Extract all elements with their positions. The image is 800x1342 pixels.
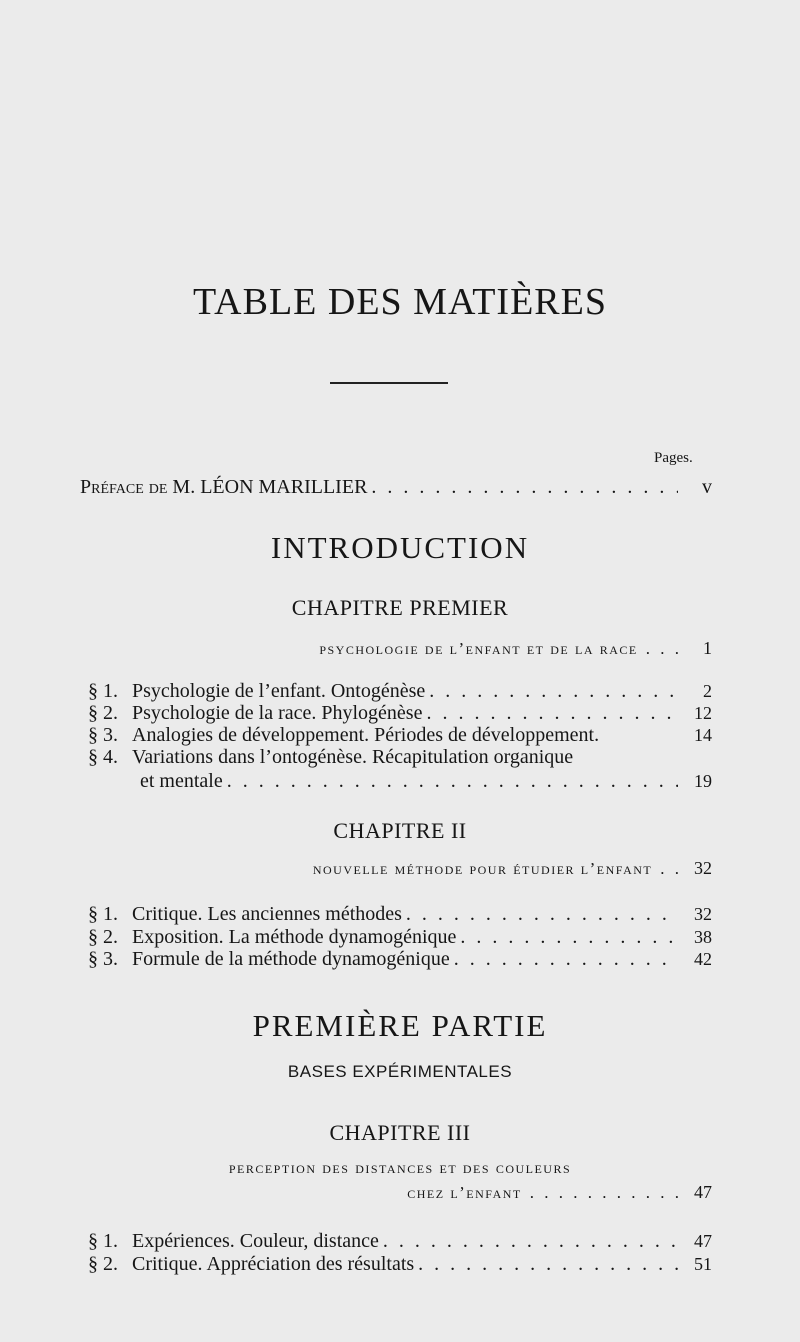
leader-dots [429,680,678,703]
chapter-3-title-entry [150,1182,712,1203]
section-page: 47 [694,1231,712,1251]
chapter-1-heading: CHAPITRE PREMIER [291,595,509,620]
section-entry [88,680,712,703]
chapter-1-page: 1 [703,638,712,658]
preface-page: v [702,476,712,498]
section-page: 32 [694,904,712,924]
section-entry [88,1230,712,1253]
section-entry [88,903,712,926]
leader-dots: . . . . . . . . . . . [529,1183,682,1202]
section-text: Variations dans l’ontogénèse. Récapitulation organique [132,746,574,768]
leader-dots [460,926,678,949]
section-number: § 1. [88,680,118,702]
section-number: § 1. [88,903,118,925]
section-entry [88,926,712,949]
chapter-3-title-line-1: perception des distances et des couleurs [228,1158,572,1177]
chapter-3-page: 47 [694,1182,712,1202]
section-page: 2 [703,681,712,701]
section-text: Formule de la méthode dynamogénique [132,948,450,970]
section-number: § 2. [88,702,118,724]
section-page: 38 [694,927,712,947]
leader-dots: . . [660,859,682,878]
chapter-3-heading: CHAPITRE III [329,1120,471,1145]
section-entry [88,948,712,971]
section-page: 14 [694,725,712,745]
section-text: et mentale [140,770,223,792]
introduction-heading: INTRODUCTION [270,530,530,565]
chapter-3-title-line-2: chez l’enfant [407,1183,522,1202]
chapter-2-title-entry [100,858,712,879]
pages-column-label: Pages. [654,450,693,466]
section-entry [88,746,712,769]
chapter-1-title-entry [150,638,712,659]
page-title: TABLE DES MATIÈRES [193,281,607,323]
leader-dots [371,476,678,499]
section-number: § 2. [88,1253,118,1275]
section-page: 42 [694,949,712,969]
section-entry [88,724,712,747]
leader-dots [454,948,678,971]
leader-dots [406,903,678,926]
section-text: Expériences. Couleur, distance [132,1230,379,1252]
section-text: Psychologie de la race. Phylogénèse [132,702,423,724]
leader-dots [227,770,678,793]
section-entry-continuation [88,770,712,793]
leader-dots [418,1253,678,1276]
leader-dots: . . . [645,639,682,658]
chapter-2-heading: CHAPITRE II [333,818,467,843]
section-page: 51 [694,1254,712,1274]
preface-label: Préface de M. LÉON MARILLIER [80,476,368,498]
section-number: § 1. [88,1230,118,1252]
section-entry [88,1253,712,1276]
leader-dots [426,702,678,725]
section-text: Critique. Les anciennes méthodes [132,903,402,925]
preface-entry [80,476,712,499]
section-text: Exposition. La méthode dynamogénique [132,926,457,948]
chapter-2-page: 32 [694,858,712,878]
part-1-heading: PREMIÈRE PARTIE [252,1008,548,1043]
section-number: § 3. [88,724,118,746]
section-text: Critique. Appréciation des résultats [132,1253,415,1275]
section-page: 19 [694,771,712,791]
title-rule [330,382,448,384]
section-text: Analogies de développement. Périodes de développement. [132,724,600,746]
leader-dots [383,1230,678,1253]
section-entry [88,702,712,725]
section-number: § 4. [88,746,118,768]
chapter-2-title: nouvelle méthode pour étudier l’enfant [312,859,653,878]
part-1-subheading: BASES EXPÉRIMENTALES [287,1062,513,1081]
section-number: § 2. [88,926,118,948]
section-page: 12 [694,703,712,723]
section-number: § 3. [88,948,118,970]
section-text: Psychologie de l’enfant. Ontogénèse [132,680,426,702]
chapter-1-title: psychologie de l’enfant et de la race [319,639,638,658]
